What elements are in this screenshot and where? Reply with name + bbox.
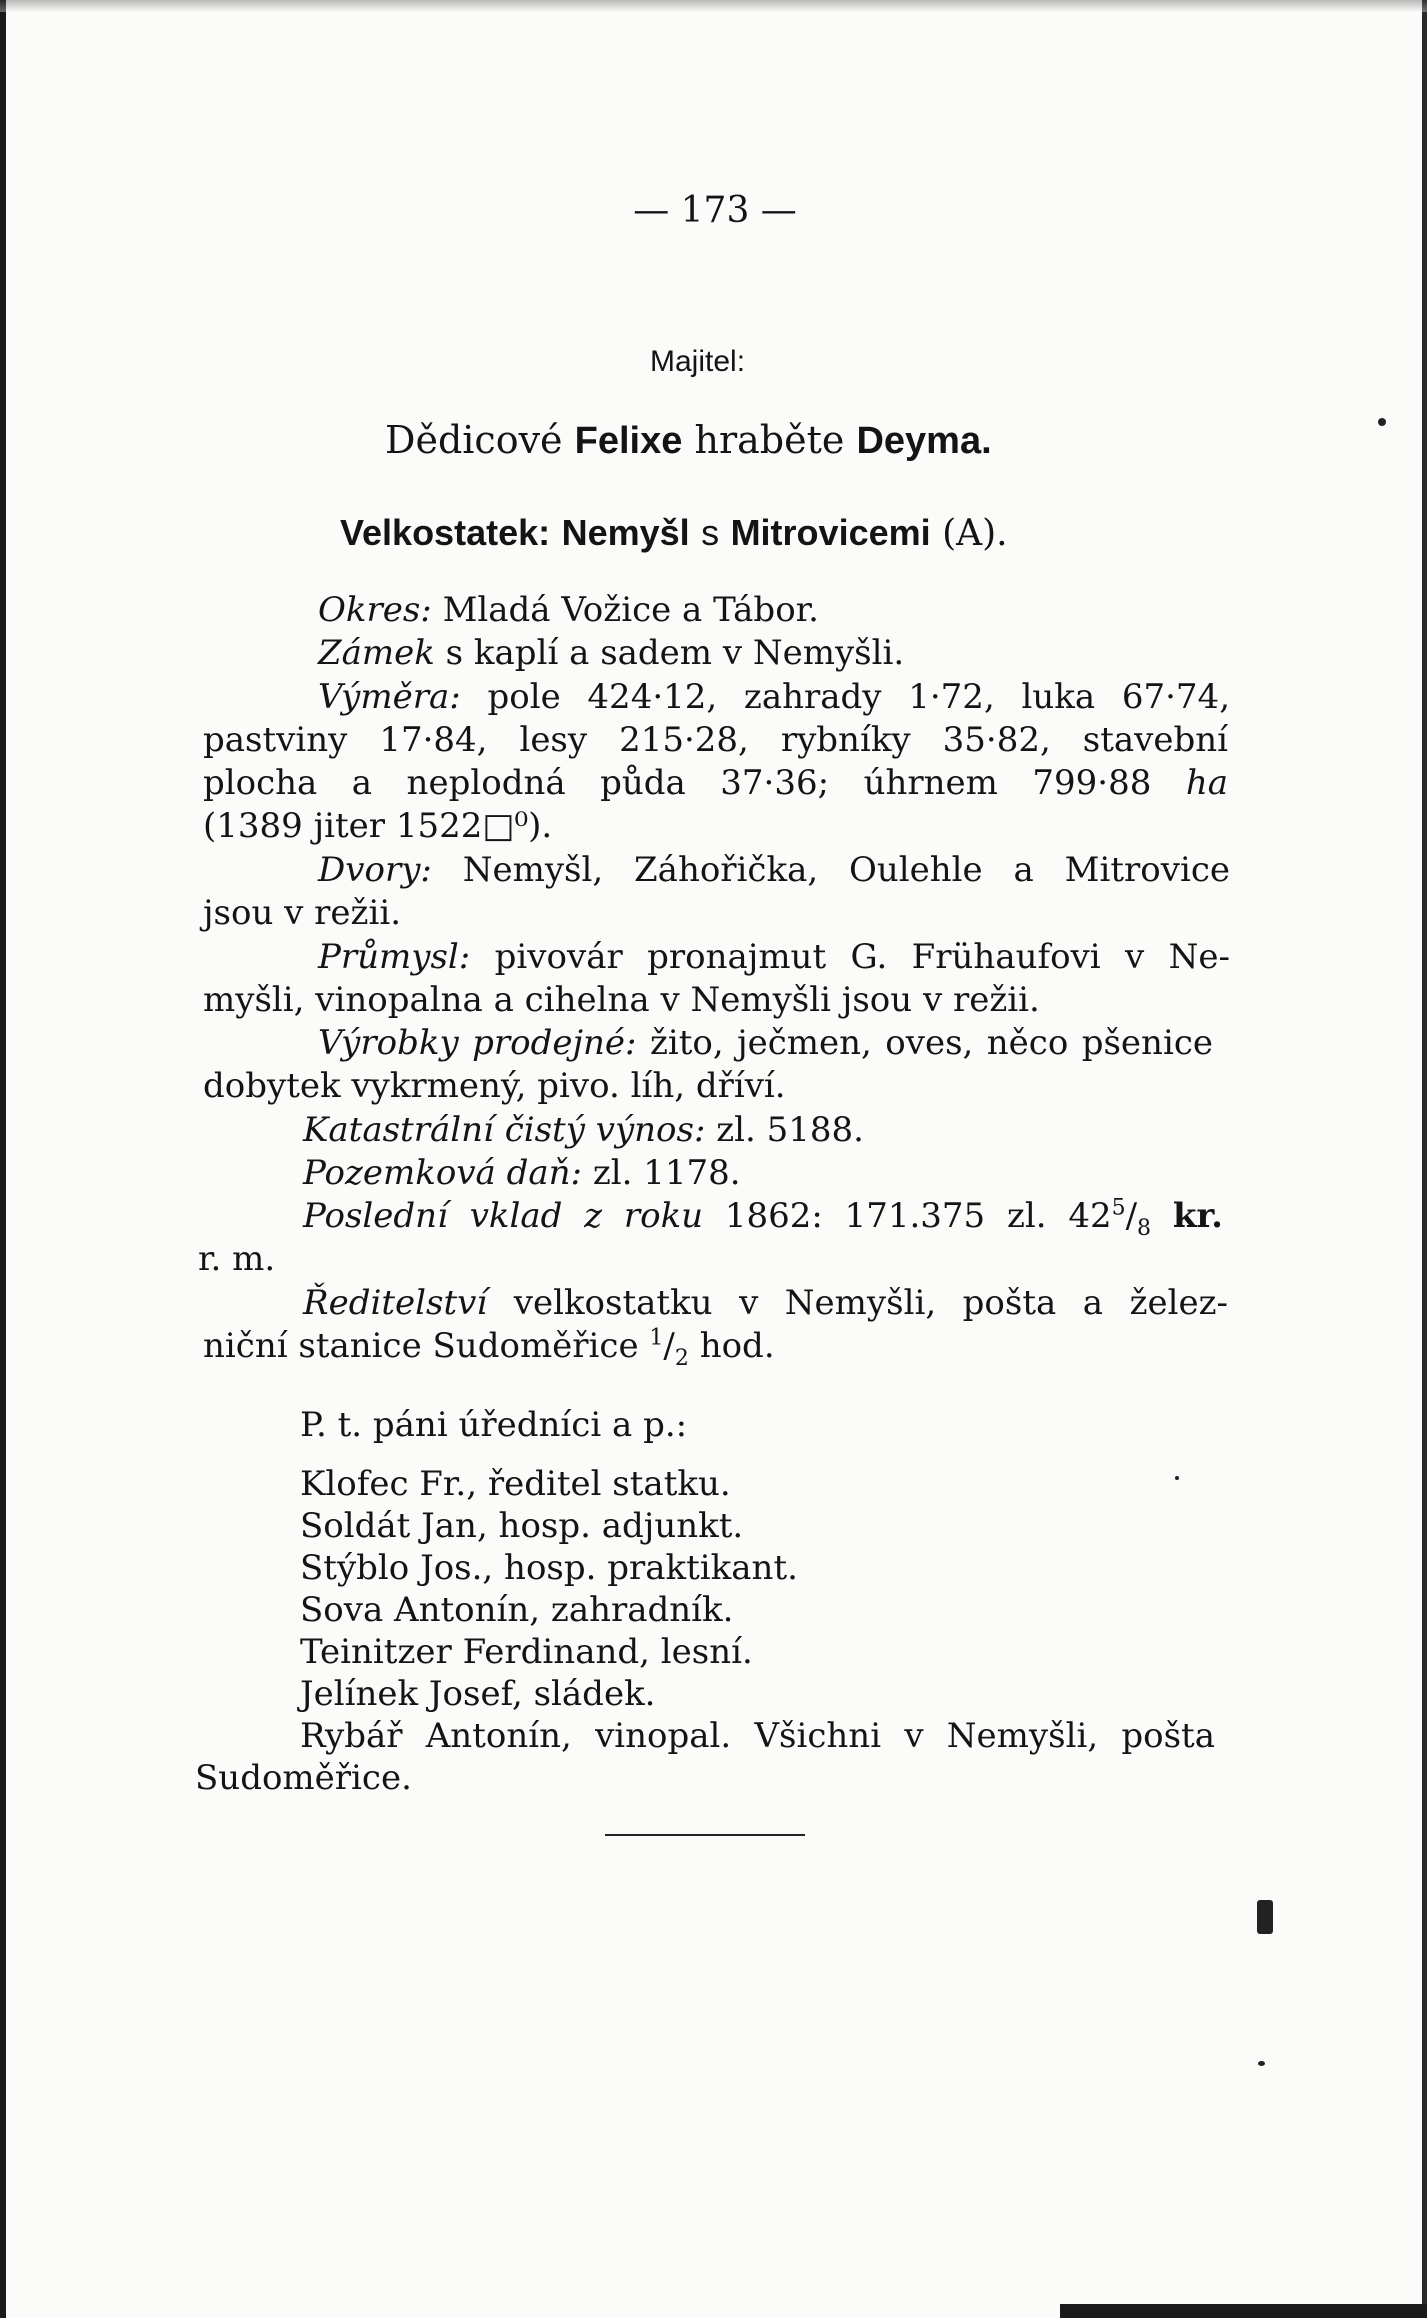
official-entry: Soldát Jan, hosp. adjunkt. [300, 1506, 744, 1546]
page-number: — 173 — [633, 190, 797, 231]
estate-code: (A). [942, 513, 1008, 554]
owner-prefix: Dědicové [385, 418, 563, 462]
directorate-frac-num: 1 [649, 1325, 664, 1351]
industry-text-1: pivovár pronajmut G. Frühaufovi v Ne- [494, 937, 1230, 977]
owner-title: hraběte [694, 418, 845, 462]
castle-key: Zámek [318, 633, 435, 673]
scan-speck [1378, 418, 1386, 426]
yards-text-1: Nemyšl, Záhořička, Oulehle a Mitrovice [462, 850, 1230, 890]
deposit-line-1 [303, 1195, 1223, 1241]
directorate-line-2: niční stanice Sudoměřice $^1/_2$ hod. [203, 1325, 775, 1371]
estate-label: Velkostatek: [340, 512, 551, 553]
official-entry: Sova Antonín, zahradník. [300, 1590, 734, 1630]
official-entry: Teinitzer Ferdinand, lesní. [300, 1632, 753, 1672]
scan-edge-top [0, 0, 1427, 12]
yards-line-1 [318, 850, 1230, 890]
area-text-3: plocha a neplodná půda 37·36; úhrnem 799·88 [203, 763, 1152, 803]
directorate-text-2b: hod. [699, 1326, 775, 1366]
industry-line-2: myšli, vinopalna a cihelna v Nemyšli jsou v režii. [203, 980, 1040, 1020]
deposit-year: 1862: [724, 1196, 823, 1236]
estate-conj: s [701, 512, 720, 553]
estate-name2: Mitrovicemi [730, 512, 931, 553]
scan-speck [1175, 1476, 1179, 1480]
directorate-key: Ředitelství [303, 1283, 488, 1323]
area-key: Výměra: [318, 677, 461, 717]
deposit-key: Poslední vklad z roku [303, 1196, 704, 1236]
official-entry: Jelínek Josef, sládek. [300, 1674, 656, 1714]
yield-line [303, 1110, 864, 1150]
yield-key: Katastrální čistý výnos: [303, 1110, 706, 1150]
area-line-1 [318, 677, 1230, 717]
products-line-1 [318, 1023, 1213, 1063]
district-value: Mladá Vožice a Tábor. [442, 590, 819, 630]
area-text-1: pole 424·12, zahrady 1·72, luka 67·74, [487, 677, 1230, 717]
area-line-3 [203, 763, 1228, 803]
district-key: Okres: [318, 590, 432, 630]
deposit-kr-den: 8 [1137, 1215, 1152, 1241]
tax-value: zl. 1178. [592, 1153, 741, 1193]
directorate-text-1: velkostatku v Nemyšli, pošta a želez- [513, 1283, 1228, 1323]
deposit-line-2: r. m. [198, 1239, 276, 1279]
products-line-2: dobytek vykrmený, pivo. líh, dříví. [203, 1066, 786, 1106]
castle-value: s kaplí a sadem v Nemyšli. [445, 633, 905, 673]
industry-key: Průmysl: [318, 937, 471, 977]
products-text-1: žito, ječmen, oves, něco pšenice [649, 1023, 1213, 1063]
official-entry-last-cont: Sudoměřice. [195, 1758, 412, 1798]
deposit-amount: 171.375 zl. [844, 1196, 1047, 1236]
official-entry-last: Rybář Antonín, vinopal. Všichni v Nemyšli, pošta [300, 1716, 1215, 1756]
official-entry: Stýblo Jos., hosp. praktikant. [300, 1548, 798, 1588]
directorate-frac-den: 2 [674, 1345, 689, 1371]
industry-line-1 [318, 937, 1230, 977]
area-line-4: (1389 jiter 1522□⁰). [203, 806, 553, 846]
tax-line [303, 1153, 741, 1193]
area-line-2: pastviny 17·84, lesy 215·28, rybníky 35·82, stavební [203, 720, 1228, 760]
district-line [318, 590, 819, 630]
products-key: Výrobky prodejné: [318, 1023, 637, 1063]
directorate-line-1 [303, 1283, 1228, 1323]
scan-edge-right [1422, 0, 1427, 2318]
owner-line [385, 418, 992, 463]
officials-heading: P. t. páni úředníci a p.: [300, 1405, 688, 1445]
scan-edge-bottom [1060, 2304, 1427, 2318]
owner-label: Majitel: [650, 345, 746, 378]
owner-first-name: Felixe [574, 420, 683, 462]
estate-heading [340, 512, 1008, 554]
scan-edge-left [0, 0, 6, 2318]
owner-last-name: Deyma. [856, 420, 992, 462]
deposit-kr: kr. [1172, 1196, 1223, 1236]
estate-name: Nemyšl [561, 512, 690, 553]
official-entry: Klofec Fr., ředitel statku. [300, 1464, 731, 1504]
scan-speck [1257, 1900, 1273, 1934]
yards-line-2: jsou v režii. [203, 893, 402, 933]
deposit-kr-whole: 42 [1068, 1196, 1112, 1236]
tax-key: Pozemková daň: [303, 1153, 582, 1193]
deposit-kr-num: 5 [1111, 1195, 1126, 1221]
closing-rule [605, 1834, 805, 1836]
scan-speck [1258, 2061, 1265, 2066]
yards-key: Dvory: [318, 850, 432, 890]
area-unit: ha [1185, 763, 1228, 803]
directorate-text-2a: niční stanice Sudoměřice [203, 1326, 639, 1366]
castle-line [318, 633, 904, 673]
deposit-kr-value: $42^5/_8$ [1068, 1195, 1152, 1241]
yield-value: zl. 5188. [716, 1110, 864, 1150]
